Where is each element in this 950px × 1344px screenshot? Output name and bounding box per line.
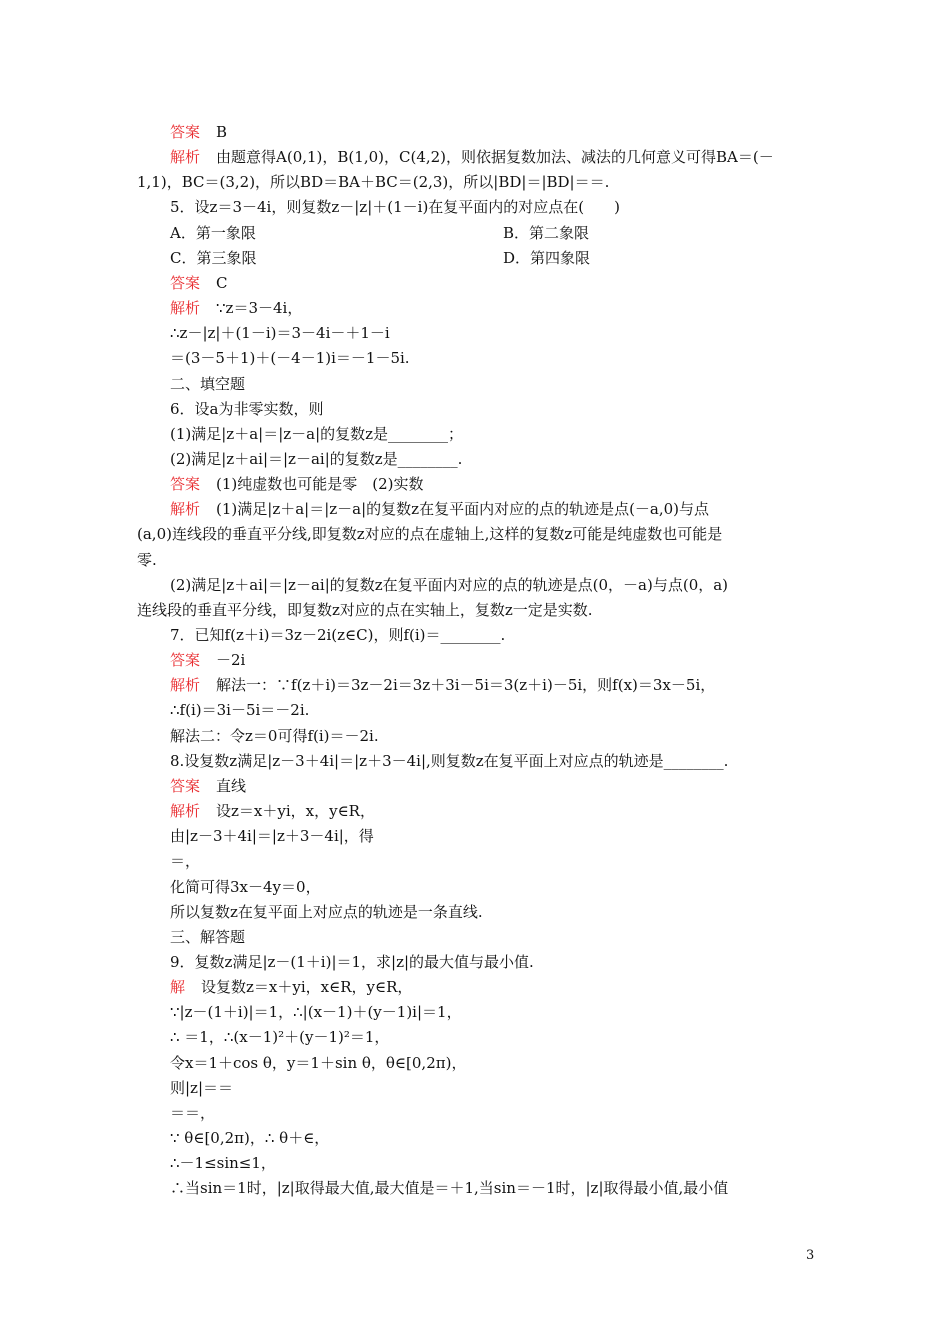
text-line xyxy=(170,271,228,296)
text-line xyxy=(170,1000,462,1025)
line-text: (2)满足|z＋ai|＝|z－ai|的复数z在复平面内对应的点的轨迹是点(0，－a)与点(0，a) xyxy=(170,575,729,594)
text-line xyxy=(170,120,227,145)
line-text: 7．已知f(z＋i)＝3z－2i(z∈C)，则f(i)＝________. xyxy=(170,626,506,644)
answer-label: 解析 xyxy=(170,676,201,695)
text-line xyxy=(170,698,309,723)
line-text: (2)满足|z＋ai|＝|z－ai|的复数z是________. xyxy=(170,449,463,468)
text-line xyxy=(170,246,591,271)
line-text: 1,1)，BC＝(3,2)，所以BD＝BA＋BC＝(2,3)，所以|BD|＝|BD|＝＝. xyxy=(137,173,610,192)
line-text: 解法一：∵f(z＋i)＝3z－2i＝3z＋3i－5i＝3(z＋i)－5i，则f(x)＝3x－5i， xyxy=(216,676,716,695)
line-text: C xyxy=(216,273,228,292)
line-text: 9．复数z满足|z－(1＋i)|＝1，求|z|的最大值与最小值. xyxy=(170,952,534,971)
text-line xyxy=(170,346,410,371)
line-text: 8.设复数z满足|z－3＋4i|＝|z＋3－4i|,则复数z在复平面上对应点的轨迹是________. xyxy=(170,751,729,770)
text-line xyxy=(137,548,157,573)
line-text: 6．设a为非零实数，则 xyxy=(170,399,324,418)
line-text: －2i xyxy=(216,651,246,670)
text-line xyxy=(170,1025,389,1050)
line-text: 直线 xyxy=(216,776,247,795)
line-text: 则|z|＝＝ xyxy=(170,1078,234,1097)
text-line xyxy=(170,1076,233,1101)
text-line xyxy=(170,724,379,749)
answer-label: 答案 xyxy=(170,776,201,795)
line-text: 设复数z＝x＋yi，x∈R，y∈R， xyxy=(201,978,413,997)
line-text: 三、解答题 xyxy=(170,927,246,946)
text-line xyxy=(170,573,728,598)
line-text: 化简可得3x－4y＝0， xyxy=(170,877,321,896)
text-line xyxy=(170,296,302,321)
line-text: 连线段的垂直平分线，即复数z对应的点在实轴上，复数z一定是实数. xyxy=(137,600,593,619)
option-text: D．第四象限 xyxy=(503,248,591,267)
line-text: ∴z－|z|＋(1－i)＝3－4i－＋1－i xyxy=(170,324,390,343)
line-text: ∴ ＝1，∴(x－1)²＋(y－1)²＝1， xyxy=(170,1028,390,1047)
answer-label: 解析 xyxy=(170,500,201,519)
text-line xyxy=(170,1051,466,1076)
line-text: 零. xyxy=(137,550,157,569)
text-line xyxy=(170,422,463,447)
text-line xyxy=(170,925,245,950)
line-text: ∵z＝3－4i， xyxy=(216,299,303,318)
line-text: 由|z－3＋4i|＝|z＋3－4i|，得 xyxy=(170,827,374,846)
line-text: (1)满足|z＋a|＝|z－a|的复数z是________； xyxy=(170,424,464,443)
line-text: 5．设z＝3－4i，则复数z－|z|＋(1－i)在复平面内的对应点在( ) xyxy=(170,198,620,217)
text-line xyxy=(170,1151,276,1176)
text-line xyxy=(137,598,593,623)
text-line xyxy=(170,799,375,824)
text-line xyxy=(170,749,728,774)
text-line xyxy=(170,875,321,900)
answer-label: 答案 xyxy=(170,123,201,141)
line-text: 设z＝x＋yi，x，y∈R， xyxy=(216,802,375,821)
text-line xyxy=(170,1176,728,1201)
text-line xyxy=(170,623,505,648)
answer-label: 答案 xyxy=(170,475,201,494)
line-text: ∴－1≤sin≤1， xyxy=(170,1154,276,1173)
text-line xyxy=(170,774,246,799)
line-text: (a,0)连线段的垂直平分线,即复数z对应的点在虚轴上,这样的复数z可能是纯虚数也可能是 xyxy=(137,525,723,544)
text-line xyxy=(137,522,722,547)
line-text: ＝， xyxy=(170,852,201,871)
line-text: ∵ θ∈[0,2π)，∴ θ＋∈， xyxy=(170,1129,330,1147)
answer-label: 答案 xyxy=(170,273,201,292)
line-text: (1)纯虚数也可能是零 (2)实数 xyxy=(216,475,424,494)
text-line xyxy=(170,975,412,1000)
line-text: ∴f(i)＝3i－5i＝－2i. xyxy=(170,701,310,720)
text-line xyxy=(170,195,620,220)
line-text: ＝＝， xyxy=(170,1103,216,1122)
text-line xyxy=(170,472,424,497)
text-line xyxy=(170,221,590,246)
text-line xyxy=(170,145,774,170)
line-text: ＝(3－5＋1)＋(－4－1)i＝－1－5i. xyxy=(170,349,410,368)
line-text: 二、填空题 xyxy=(170,374,246,393)
line-text: C．第三象限 xyxy=(170,248,257,267)
text-line xyxy=(170,849,200,874)
text-line xyxy=(170,824,374,849)
line-text: ∵|z－(1＋i)|＝1，∴|(x－1)＋(y－1)i|＝1， xyxy=(170,1003,462,1022)
text-line xyxy=(137,170,609,195)
text-line xyxy=(170,497,709,522)
text-line xyxy=(170,950,534,975)
text-line xyxy=(170,372,245,397)
line-text: 由题意得A(0,1)，B(1,0)，C(4,2)，则依据复数加法、减法的几何意义可得BA＝(－ xyxy=(216,148,774,167)
text-line xyxy=(170,1126,329,1151)
text-line xyxy=(170,900,483,925)
answer-label: 解析 xyxy=(170,299,201,318)
line-text: ∴当sin＝1时，|z|取得最大值,最大值是＝＋1,当sin＝－1时，|z|取得最小值,最小值 xyxy=(170,1179,729,1198)
page-number: 3 xyxy=(806,1248,815,1263)
answer-label: 答案 xyxy=(170,651,201,670)
answer-label: 解析 xyxy=(170,802,201,821)
line-text: B xyxy=(216,123,228,141)
option-text: B．第二象限 xyxy=(503,223,590,242)
text-line xyxy=(170,397,324,422)
text-line xyxy=(170,673,715,698)
line-text: 令x＝1＋cos θ，y＝1＋sin θ，θ∈[0,2π)， xyxy=(170,1053,467,1072)
answer-label: 解 xyxy=(170,978,186,997)
line-text: 所以复数z在复平面上对应点的轨迹是一条直线. xyxy=(170,902,483,921)
text-line xyxy=(170,648,245,673)
answer-label: 解析 xyxy=(170,148,201,167)
text-line xyxy=(170,447,462,472)
text-line xyxy=(170,321,390,346)
text-line xyxy=(170,1101,215,1126)
line-text: (1)满足|z＋a|＝|z－a|的复数z在复平面内对应的点的轨迹是点(－a,0)与点 xyxy=(216,500,710,519)
line-text: 解法二：令z＝0可得f(i)＝－2i. xyxy=(170,726,379,745)
line-text: A．第一象限 xyxy=(170,223,256,242)
